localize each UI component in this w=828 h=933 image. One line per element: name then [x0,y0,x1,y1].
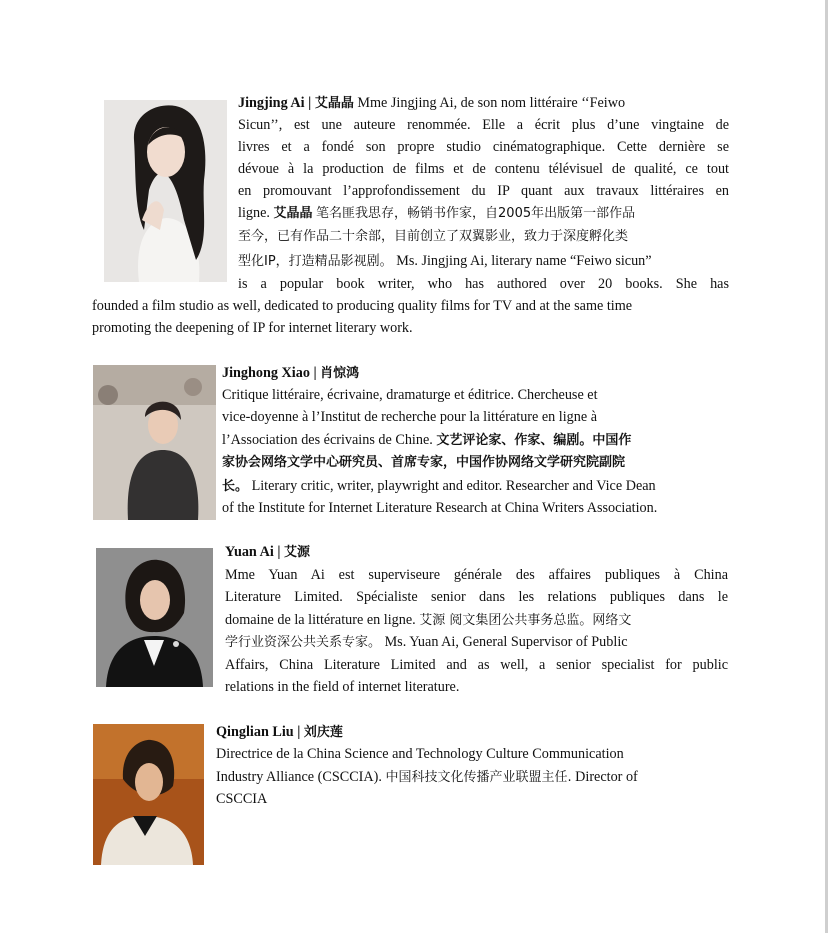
person-name-zh: 刘庆莲 [303,725,343,740]
bio-line: livres et a fondé son propre studio cinématographique. Cette dernière se [238,139,729,155]
person-name: Jingjing Ai | [238,95,312,111]
bio-line: Affairs, China Literature Limited and as well, a senior specialist for public [225,657,728,673]
bio-line: Critique littéraire, écrivaine, dramaturge et éditrice. Chercheuse et [222,387,598,403]
portrait-jinghong-xiao [93,365,216,520]
bio-line: ligne. 艾晶晶 笔名匪我思存，畅销书作家，自2005年出版第一部作品 [238,205,636,221]
bio-line: en promouvant l’approfondissement du IP quant aux travaux littéraires en [238,183,729,199]
bio-line [216,721,343,744]
bio-line: relations in the field of internet literature. [225,679,460,695]
bio-line: 家协会网络文学中心研究员、首席专家，中国作协网络文学研究院副院 [222,455,626,470]
bio-line: l’Association des écrivains de Chine. 文艺评论家、作家、编剧。中国作 [222,432,632,448]
bio-line: Jingjing Ai | 艾晶晶 Mme Jingjing Ai, de son nom littéraire ‘‘Feiwo [238,95,626,111]
bio-line: CSCCIA [216,791,268,807]
bio-line [225,541,310,564]
bio-line: of the Institute for Internet Literature Research at China Writers Association. [222,500,658,516]
person-name: Qinglian Liu | [216,724,301,740]
portrait-qinglian-liu [93,724,204,865]
bio-line: Industry Alliance (CSCCIA). 中国科技文化传播产业联盟主任. Director of [216,769,638,785]
person-name-zh: 肖惊鸿 [320,366,360,381]
bio-line: Mme Yuan Ai est superviseure générale des affaires publiques à China [225,567,728,583]
person-name-zh: 艾源 [284,545,311,560]
bio-line: promoting the deepening of IP for internet literary work. [92,320,413,336]
bio-line [222,362,359,385]
bio-line: 至今，已有作品二十余部，目前创立了双翼影业，致力于深度孵化类 [238,229,629,244]
portrait-jingjing-ai [104,100,227,282]
bio-line: is a popular book writer, who has authored over 20 books. She has [238,276,729,292]
bio-line: 长。 Literary critic, writer, playwright and editor. Researcher and Vice Dean [222,478,656,494]
bio-line: dévoue à la production de films et de contenu télévisuel de qualité, ce tout [238,161,729,177]
bio-line: Sicun’’, est une auteure renommée. Elle a écrit plus d’une vingtaine de [238,117,729,133]
bio-line: founded a film studio as well, dedicated to producing quality films for TV and at the same time [92,298,633,314]
portrait-yuan-ai [96,548,213,687]
bio-line: Literature Limited. Spécialiste senior dans les relations publiques dans le [225,589,728,605]
person-name: Yuan Ai | [225,544,281,560]
person-name-zh: 艾晶晶 [314,96,354,111]
bio-line: vice-doyenne à l’Institut de recherche pour la littérature en ligne à [222,409,598,425]
bio-line: 型化IP，打造精品影视剧。 Ms. Jingjing Ai, literary name “Feiwo sicun” [238,253,652,269]
bio-line: Directrice de la China Science and Technology Culture Communication [216,746,624,762]
bio-line: domaine de la littérature en ligne. 艾源 阅文集团公共事务总监。网络文 [225,612,632,628]
person-name: Jinghong Xiao | [222,365,317,381]
bio-line: 学行业资深公共关系专家。 Ms. Yuan Ai, General Supervisor of Public [225,634,628,650]
